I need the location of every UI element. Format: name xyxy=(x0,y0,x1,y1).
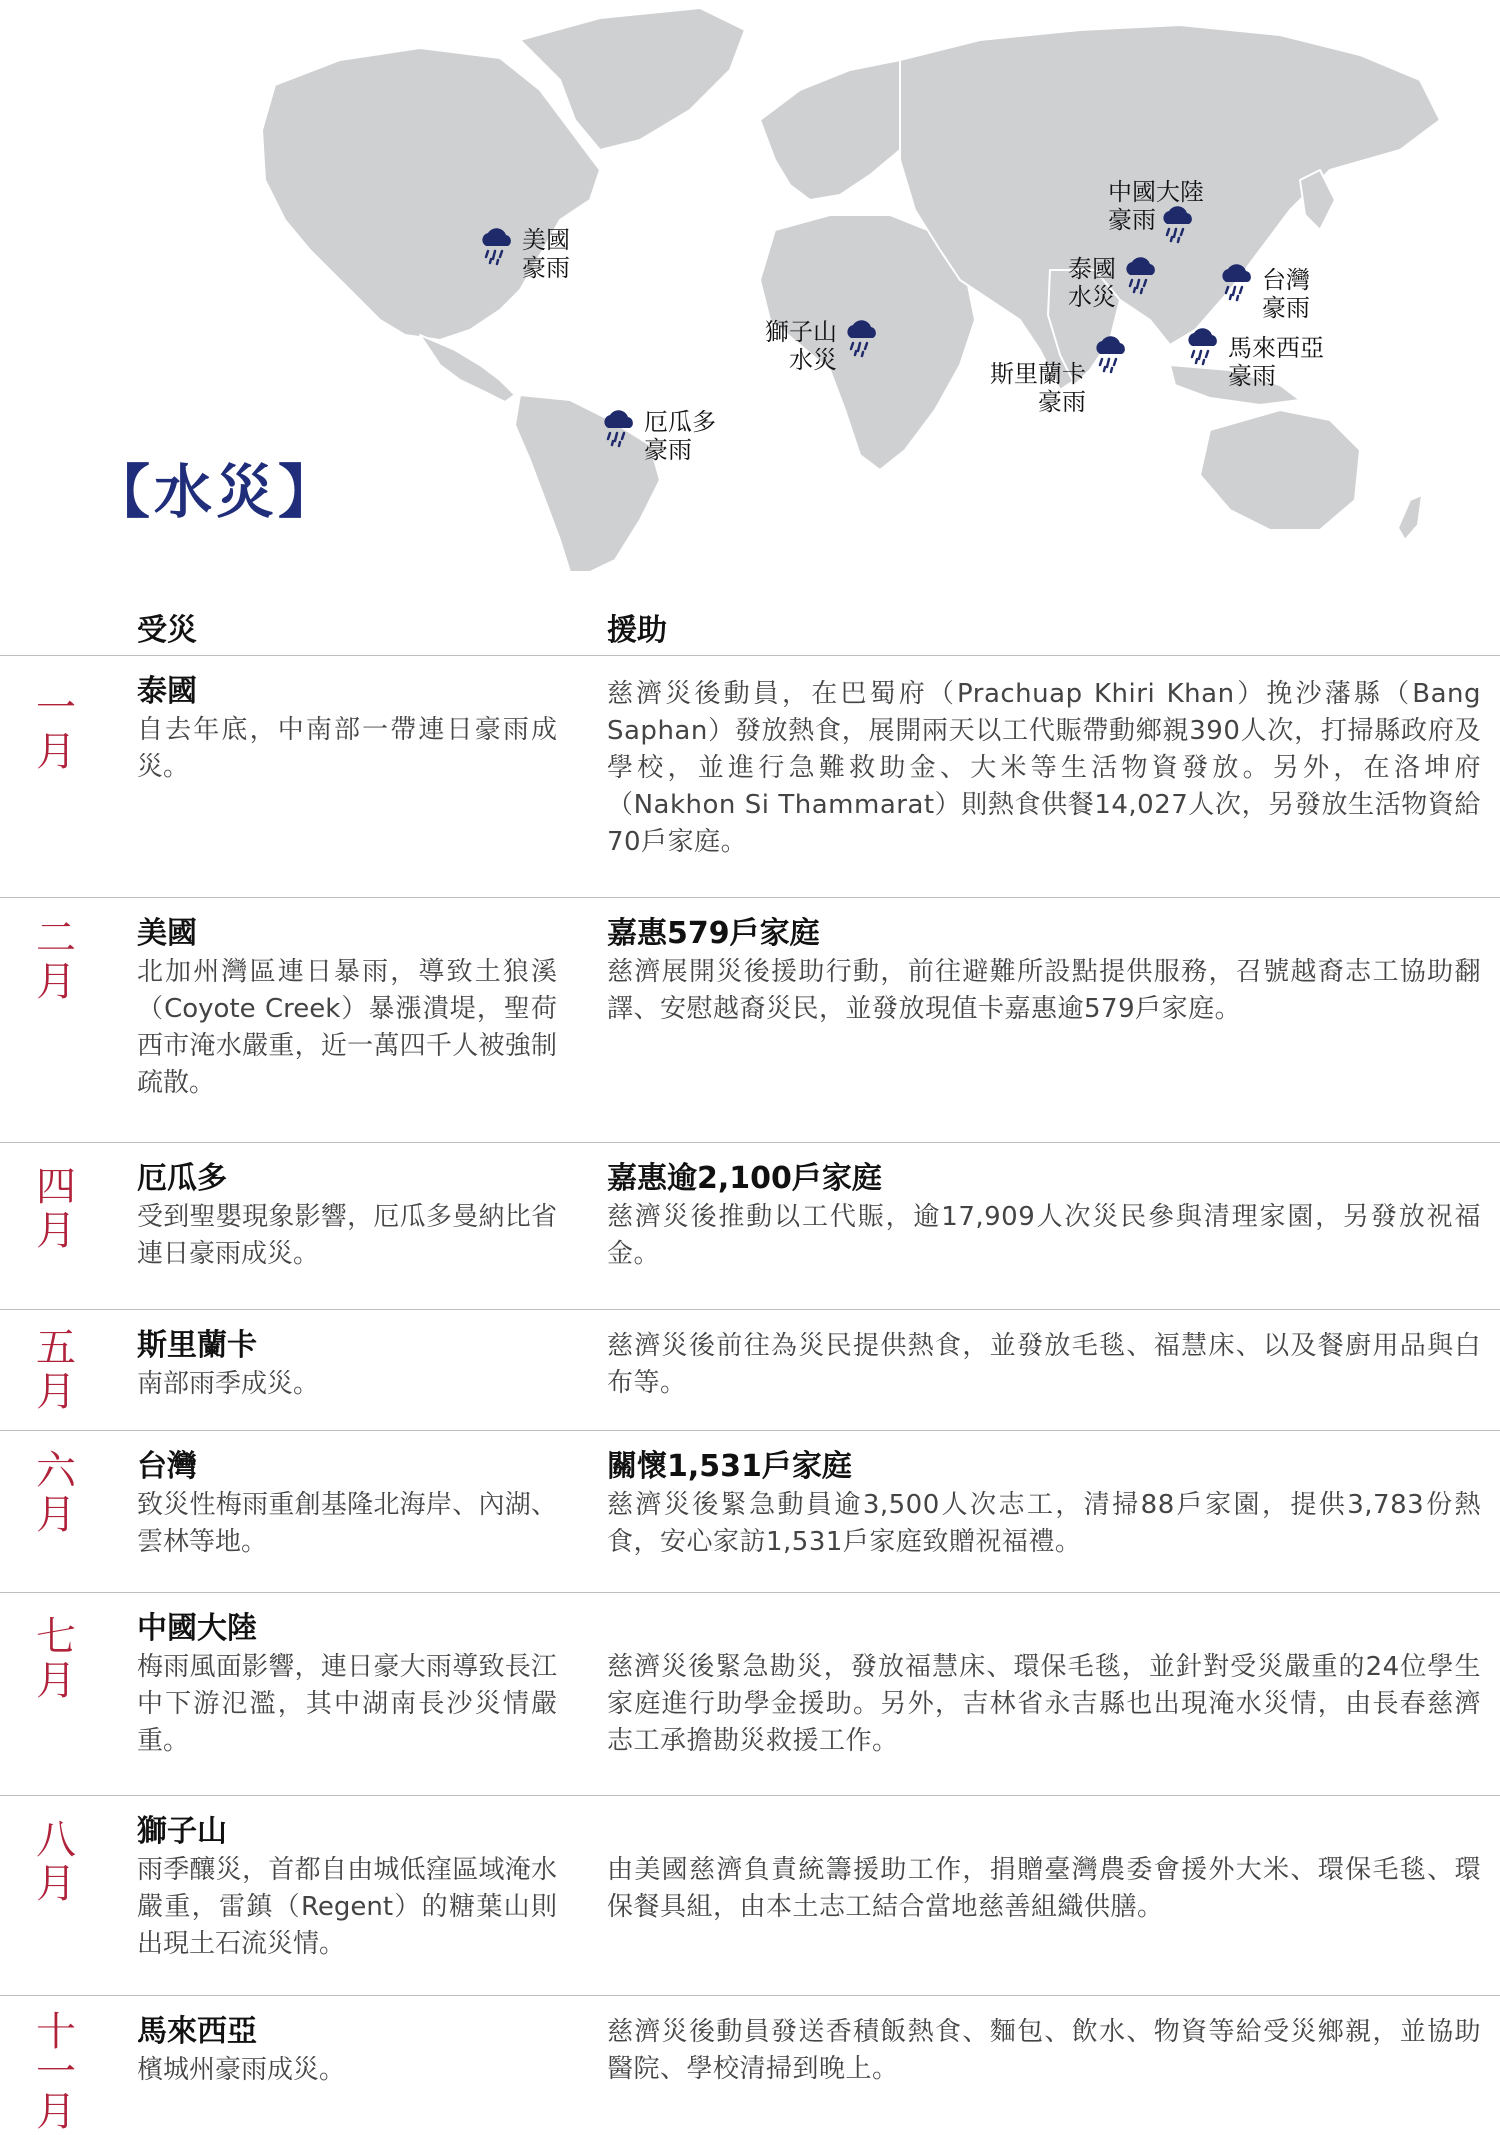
country-name: 馬來西亞 xyxy=(137,2014,257,2049)
aid-description: 慈濟災後前往為災民提供熱食，並發放毛毯、福慧床、以及餐廚用品與白布等。 xyxy=(607,1331,1481,1398)
country-name: 厄瓜多 xyxy=(137,1161,227,1196)
table-row xyxy=(0,1995,1500,2135)
header-aid: 援助 xyxy=(607,613,667,648)
japan-shape xyxy=(1300,170,1335,230)
marker-label: 豪雨 xyxy=(644,436,692,464)
aid-description: 慈濟災後動員發送香積飯熱食、麵包、飲水、物資等給受災鄉親，並協助醫院、學校清掃到晚上。 xyxy=(607,2017,1481,2084)
marker-label: 厄瓜多 xyxy=(644,408,716,436)
central-america-shape xyxy=(420,335,515,402)
marker-label: 馬來西亞 xyxy=(1228,334,1324,362)
section-title: 【水災】 xyxy=(92,458,341,526)
rain-cloud-icon xyxy=(1092,334,1130,374)
map-marker-sri-lanka xyxy=(990,334,1130,416)
disaster-description: 北加州灣區連日暴雨，導致土狼溪（Coyote Creek）暴漲潰堤，聖荷西市淹水嚴重，近一萬四千人被強制疏散。 xyxy=(137,957,557,1098)
rain-cloud-icon xyxy=(1218,262,1256,302)
australia-shape xyxy=(1200,410,1360,530)
marker-label: 中國大陸 xyxy=(1108,178,1204,206)
new-zealand-shape xyxy=(1398,495,1422,540)
marker-label: 豪雨 xyxy=(1108,206,1156,234)
aid-title: 嘉惠逾2,100戶家庭 xyxy=(607,1161,882,1196)
aid-description: 慈濟展開災後援助行動，前往避難所設點提供服務，召號越裔志工協助翻譯、安慰越裔災民，並發放現值卡嘉惠逾579戶家庭。 xyxy=(607,957,1481,1024)
country-name: 斯里蘭卡 xyxy=(137,1328,257,1363)
country-name: 台灣 xyxy=(137,1449,197,1484)
table-row xyxy=(0,1592,1500,1796)
marker-label: 豪雨 xyxy=(1038,388,1086,416)
month-label: 二 月 xyxy=(36,915,76,1005)
disaster-description: 南部雨季成災。 xyxy=(137,1369,320,1399)
country-name: 獅子山 xyxy=(137,1814,227,1849)
aid-description: 慈濟災後動員，在巴蜀府（Prachuap Khiri Khan）挽沙藩縣（Bang Saphan）發放熱食，展開兩天以工代賑帶動鄉親390人次，打掃縣政府及學校，並進行急難救助金、大米等生活物資發放。另外，在洛坤府（Nakhon Si Thammarat）則熱食供餐14,027人次，另發放生活物資給70戶家庭。 xyxy=(607,679,1481,857)
header-affected: 受災 xyxy=(137,613,197,648)
map-marker-thailand xyxy=(1068,255,1160,311)
marker-label: 斯里蘭卡 xyxy=(990,360,1086,388)
rain-cloud-icon xyxy=(478,226,516,266)
month-label: 六 月 xyxy=(36,1448,76,1538)
marker-label: 豪雨 xyxy=(522,254,570,282)
table-row xyxy=(0,1430,1500,1593)
country-name: 中國大陸 xyxy=(137,1611,257,1646)
table-row xyxy=(0,655,1500,898)
rain-cloud-icon xyxy=(1122,255,1160,295)
aid-description: 慈濟災後推動以工代賑，逾17,909人次災民參與清理家園，另發放祝福金。 xyxy=(607,1202,1481,1269)
marker-label: 豪雨 xyxy=(1262,294,1310,322)
marker-label: 泰國 xyxy=(1068,255,1116,283)
table-row xyxy=(0,1795,1500,1996)
aid-title: 關懷1,531戶家庭 xyxy=(607,1449,852,1484)
marker-label: 獅子山 xyxy=(765,318,837,346)
rain-cloud-icon xyxy=(1159,204,1197,244)
month-label: 一 月 xyxy=(36,685,76,775)
disaster-description: 致災性梅雨重創基隆北海岸、內湖、雲林等地。 xyxy=(137,1490,557,1557)
aid-title: 嘉惠579戶家庭 xyxy=(607,916,820,951)
country-name: 美國 xyxy=(137,916,197,951)
rain-cloud-icon xyxy=(843,318,881,358)
disaster-description: 雨季釀災，首都自由城低窪區域淹水嚴重，雷鎮（Regent）的糖葉山則出現土石流災情。 xyxy=(137,1855,557,1959)
rain-cloud-icon xyxy=(600,408,638,448)
aid-description: 慈濟災後緊急動員逾3,500人次志工，清掃88戶家園，提供3,783份熱食，安心家訪1,531戶家庭致贈祝福禮。 xyxy=(607,1490,1481,1557)
disaster-description: 自去年底，中南部一帶連日豪雨成災。 xyxy=(137,715,557,782)
month-label: 八 月 xyxy=(36,1817,76,1907)
marker-label: 台灣 xyxy=(1262,266,1310,294)
marker-label: 豪雨 xyxy=(1228,362,1276,390)
disaster-description: 受到聖嬰現象影響，厄瓜多曼納比省連日豪雨成災。 xyxy=(137,1202,557,1269)
table-row xyxy=(0,897,1500,1143)
month-label: 四 月 xyxy=(36,1164,76,1254)
marker-label: 美國 xyxy=(522,226,570,254)
month-label: 五 月 xyxy=(36,1325,76,1415)
marker-label: 水災 xyxy=(789,346,837,374)
aid-description: 慈濟災後緊急勘災，發放福慧床、環保毛毯，並針對受災嚴重的24位學生家庭進行助學金援助。另外，吉林省永吉縣也出現淹水災情，由長春慈濟志工承擔勘災救援工作。 xyxy=(607,1652,1481,1756)
month-label: 十 一 月 xyxy=(36,2009,76,2135)
table-row xyxy=(0,1309,1500,1431)
map-marker-malaysia xyxy=(1184,326,1324,390)
map-marker-sierra-leone xyxy=(765,318,881,374)
map-marker-china xyxy=(1108,178,1204,244)
north-america-shape xyxy=(262,48,600,340)
table-row xyxy=(0,1142,1500,1310)
map-marker-usa xyxy=(478,226,570,282)
marker-label: 水災 xyxy=(1068,283,1116,311)
disaster-description: 梅雨風面影響，連日豪大雨導致長江中下游氾濫，其中湖南長沙災情嚴重。 xyxy=(137,1652,557,1756)
aid-description: 由美國慈濟負責統籌援助工作，捐贈臺灣農委會援外大米、環保毛毯、環保餐具組，由本土志工結合當地慈善組織供膳。 xyxy=(607,1855,1481,1922)
disaster-description: 檳城州豪雨成災。 xyxy=(137,2055,346,2085)
map-marker-ecuador xyxy=(600,408,716,464)
country-name: 泰國 xyxy=(137,674,197,709)
map-marker-taiwan xyxy=(1218,262,1310,322)
month-label: 七 月 xyxy=(36,1614,76,1704)
rain-cloud-icon xyxy=(1184,326,1222,366)
